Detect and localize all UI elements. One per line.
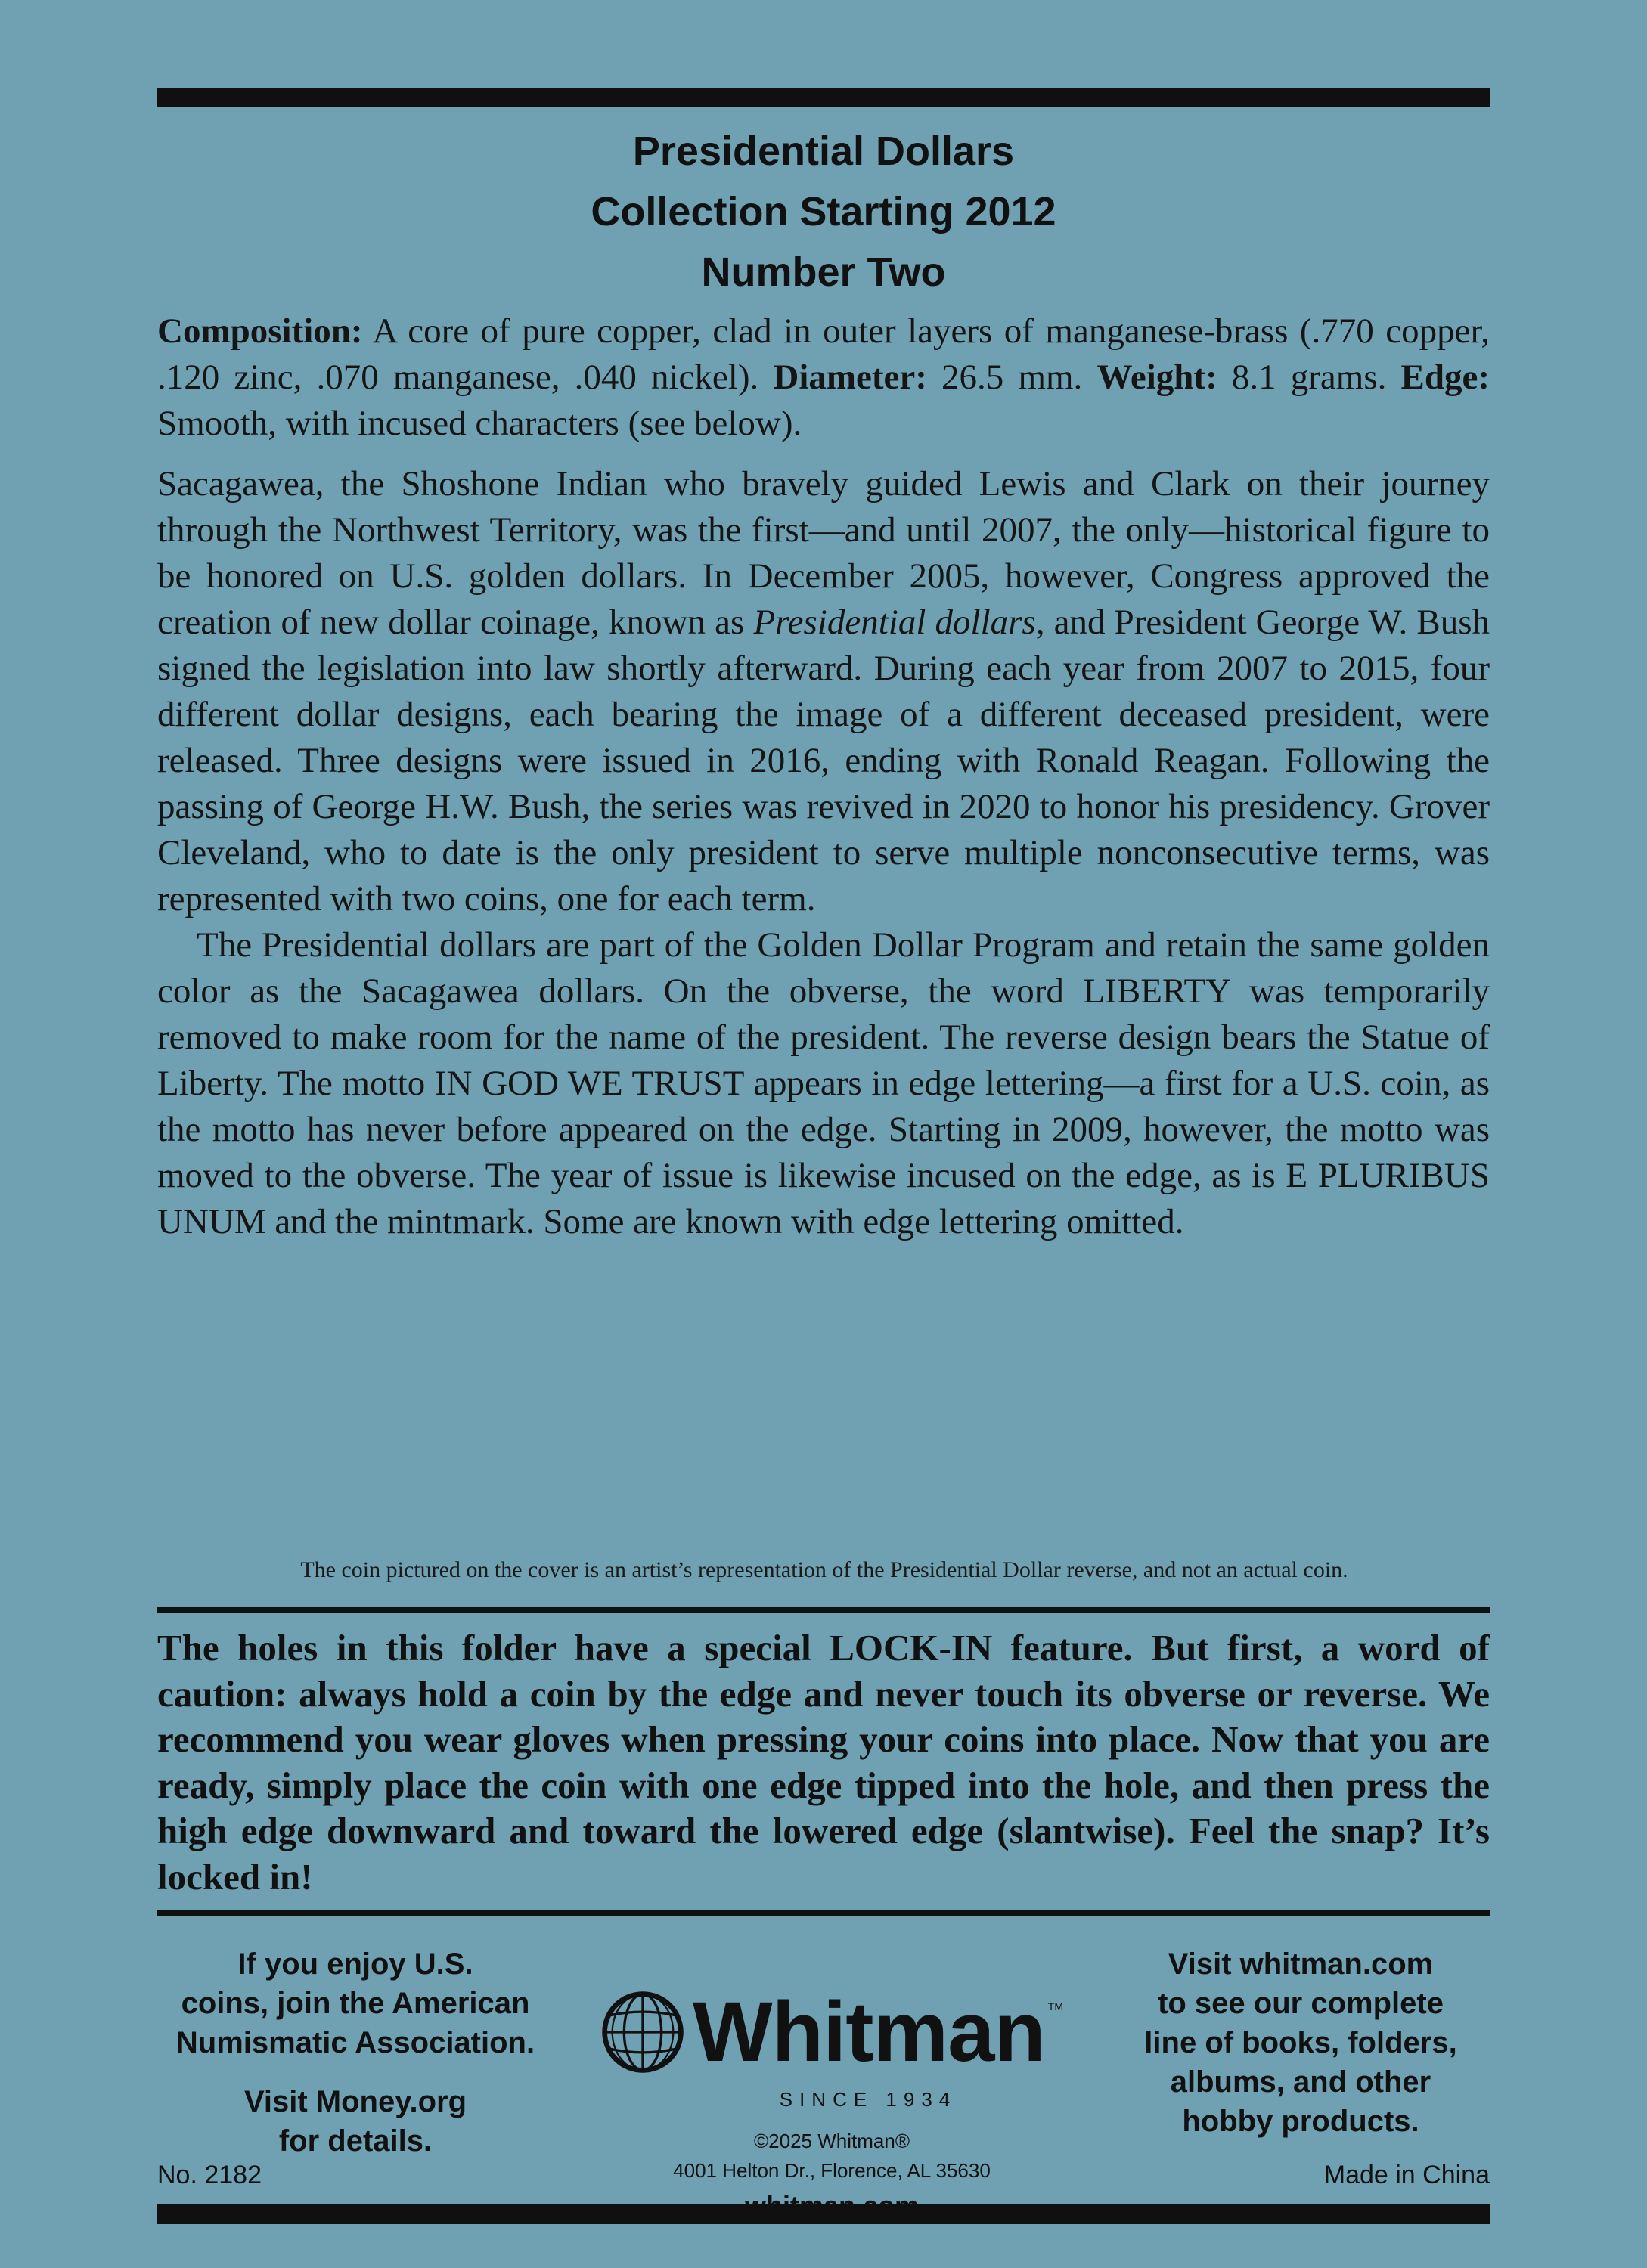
promo-line-4: albums, and other xyxy=(1170,2065,1431,2099)
history-paragraph-2: The Presidential dollars are part of the Golden Dollar Program and retain the same golden color as the Sacagawea dollars. On the obverse, the word LIBERTY was temporarily removed to make room for the name of the president. The reverse design bears the Statue of Liberty. The motto IN GOD WE TRUST appears in edge lettering—a first for a U.S. coin, as the motto has never before appeared on the edge. Starting in 2009, however, the motto was moved to the obverse. The year of issue is likewise incused on the edge, as is E PLURIBUS UNUM and the mintmark. Some are known with edge lettering omitted. xyxy=(157,925,1490,1241)
edge-text: Smooth, with incused characters (see below). xyxy=(157,404,802,443)
brand-name: Whitman xyxy=(692,1984,1045,2079)
whitman-promo xyxy=(1104,1944,1497,2141)
specs-paragraph xyxy=(157,308,1490,447)
lockin-instructions: The holes in this folder have a special LOCK-IN feature. But first, a word of caution: always hold a coin by the edge and never touch its obverse or reverse. We recommend you wear gloves when pressing your coins into place. Now that you are ready, simply place the coin with one edge tipped into the hole, and then press the high edge downward and toward the lowered edge (slantwise). Feel the snap? It’s locked in! xyxy=(157,1627,1490,1898)
trademark-mark: TM xyxy=(1047,2000,1064,2012)
ana-line-3: Numismatic Association. xyxy=(175,2026,535,2059)
edge-label: Edge: xyxy=(1400,358,1490,397)
ana-promo xyxy=(151,1944,560,2161)
caption-rule xyxy=(157,1607,1490,1613)
history-paragraph-1 xyxy=(157,461,1490,922)
composition-text: A core of pure copper, clad in outer layers of manganese-brass (.770 copper, .120 zinc, .070 manganese, .040 nickel). xyxy=(157,311,1490,397)
copyright-text: ©2025 Whitman® xyxy=(754,2130,910,2152)
weight-label: Weight: xyxy=(1096,358,1217,397)
title-line-3: Number Two xyxy=(701,249,946,295)
whitman-brand-block xyxy=(575,1984,1089,2222)
whitman-globe-icon xyxy=(600,1990,685,2074)
promo-line-1: Visit whitman.com xyxy=(1168,1947,1434,1981)
country-of-origin: Made in China xyxy=(1323,2161,1490,2189)
ana-line-4: Visit Money.org xyxy=(243,2085,467,2118)
address-text: 4001 Helton Dr., Florence, AL 35630 xyxy=(673,2159,991,2182)
footer-rule xyxy=(157,1910,1490,1916)
diameter-text: 26.5 mm. xyxy=(926,358,1097,397)
since-text: SINCE 1934 xyxy=(779,2088,957,2111)
title-line-1: Presidential Dollars xyxy=(632,129,1015,174)
promo-line-2: to see our complete xyxy=(1158,1987,1444,2020)
ana-line-1: If you enjoy U.S. xyxy=(237,1947,473,1981)
history-p1-start: Sacagawea, the Shoshone Indian who bravely guided Lewis and Clark on their journey through the Northwest Territory, was the first—and until 2007, the only—historical figure to be honored on U.S. golden dollars. In December 2005, however, Congress approved the creation of new dollar coinage, known as xyxy=(157,464,1490,642)
promo-line-3: line of books, folders, xyxy=(1144,2026,1457,2059)
top-rule xyxy=(157,88,1490,107)
page-title xyxy=(157,121,1490,302)
cover-caption: The coin pictured on the cover is an artist’s representation of the Presidential Dollar reverse, and not an actual coin. xyxy=(300,1557,1348,1582)
promo-line-5: hobby products. xyxy=(1182,2105,1419,2138)
item-number: No. 2182 xyxy=(157,2161,262,2189)
ana-line-5: for details. xyxy=(278,2124,433,2158)
title-line-2: Collection Starting 2012 xyxy=(591,189,1056,234)
presidential-dollars-italic: Presidential dollars xyxy=(753,603,1036,642)
whitman-logo xyxy=(575,1984,1089,2079)
history-p1-end: , and President George W. Bush signed the legislation into law shortly afterward. During each year from 2007 to 2015, four different dollar designs, each bearing the image of a different deceased president, were released. Three designs were issued in 2016, ending with Ronald Reagan. Following the passing of George H.W. Bush, the series was revived in 2020 to honor his presidency. Grover Cleveland, who to date is the only president to serve multiple nonconsecutive terms, was represented with two coins, one for each term. xyxy=(157,603,1490,919)
weight-text: 8.1 grams. xyxy=(1217,358,1401,397)
diameter-label: Diameter: xyxy=(773,358,927,397)
history-text xyxy=(157,461,1490,1245)
bottom-rule xyxy=(157,2204,1490,2224)
ana-line-2: coins, join the American xyxy=(181,1987,530,2020)
composition-label: Composition: xyxy=(157,311,363,351)
